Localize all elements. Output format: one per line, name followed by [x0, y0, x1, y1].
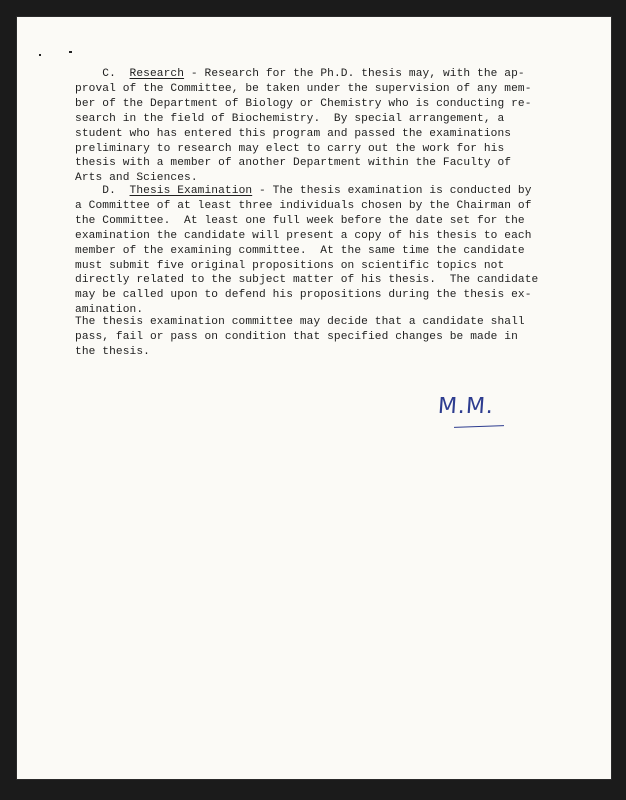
text-line: must submit five original propositions on scientific topics not: [75, 259, 505, 272]
text-line: ber of the Department of Biology or Chemistry who is conducting re-: [75, 97, 532, 110]
text-line: directly related to the subject matter of his thesis. The candidate: [75, 274, 539, 287]
stray-mark: [39, 54, 41, 56]
text-line: thesis with a member of another Department within the Faculty of: [75, 157, 512, 170]
section-c-heading: Research: [129, 68, 185, 80]
text-line: member of the examining committee. At the same time the candidate: [75, 244, 525, 257]
stray-mark: [69, 51, 72, 53]
text-line: may be called upon to defend his propositions during the thesis ex-: [75, 289, 532, 302]
section-c-label: C.: [102, 68, 116, 80]
section-c-research: [75, 67, 545, 186]
text-line: examination the candidate will present a copy of his thesis to each: [75, 229, 532, 242]
text-line: proval of the Committee, be taken under the supervision of any mem-: [75, 82, 532, 95]
text-line: - Research for the Ph.D. thesis may, with the ap-: [184, 68, 525, 80]
text-line: pass, fail or pass on condition that specified changes be made in: [75, 330, 518, 343]
handwritten-initials: [438, 394, 508, 434]
initials-underline: [454, 425, 504, 428]
text-line: search in the field of Biochemistry. By special arrangement, a: [75, 112, 505, 125]
section-d-heading: Thesis Examination: [129, 185, 253, 197]
text-line: student who has entered this program and passed the examinations: [75, 127, 512, 140]
text-line: a Committee of at least three individuals chosen by the Chairman of: [75, 199, 532, 212]
text-line: amination.: [75, 304, 144, 317]
section-d-first-line: [75, 184, 545, 199]
initials-text: M.M.: [437, 394, 495, 419]
text-line: the thesis.: [75, 345, 150, 358]
closing-paragraph: [75, 315, 545, 360]
text-line: preliminary to research may elect to carry out the work for his: [75, 142, 505, 155]
section-d-thesis-examination: [75, 184, 545, 318]
text-line: The thesis examination committee may decide that a candidate shall: [75, 316, 525, 328]
text-line: the Committee. At least one full week before the date set for the: [75, 214, 525, 227]
text-line: Arts and Sciences.: [75, 172, 198, 185]
section-d-label: D.: [102, 185, 116, 197]
text-line: - The thesis examination is conducted by: [252, 185, 532, 197]
section-c-first-line: [75, 67, 545, 82]
